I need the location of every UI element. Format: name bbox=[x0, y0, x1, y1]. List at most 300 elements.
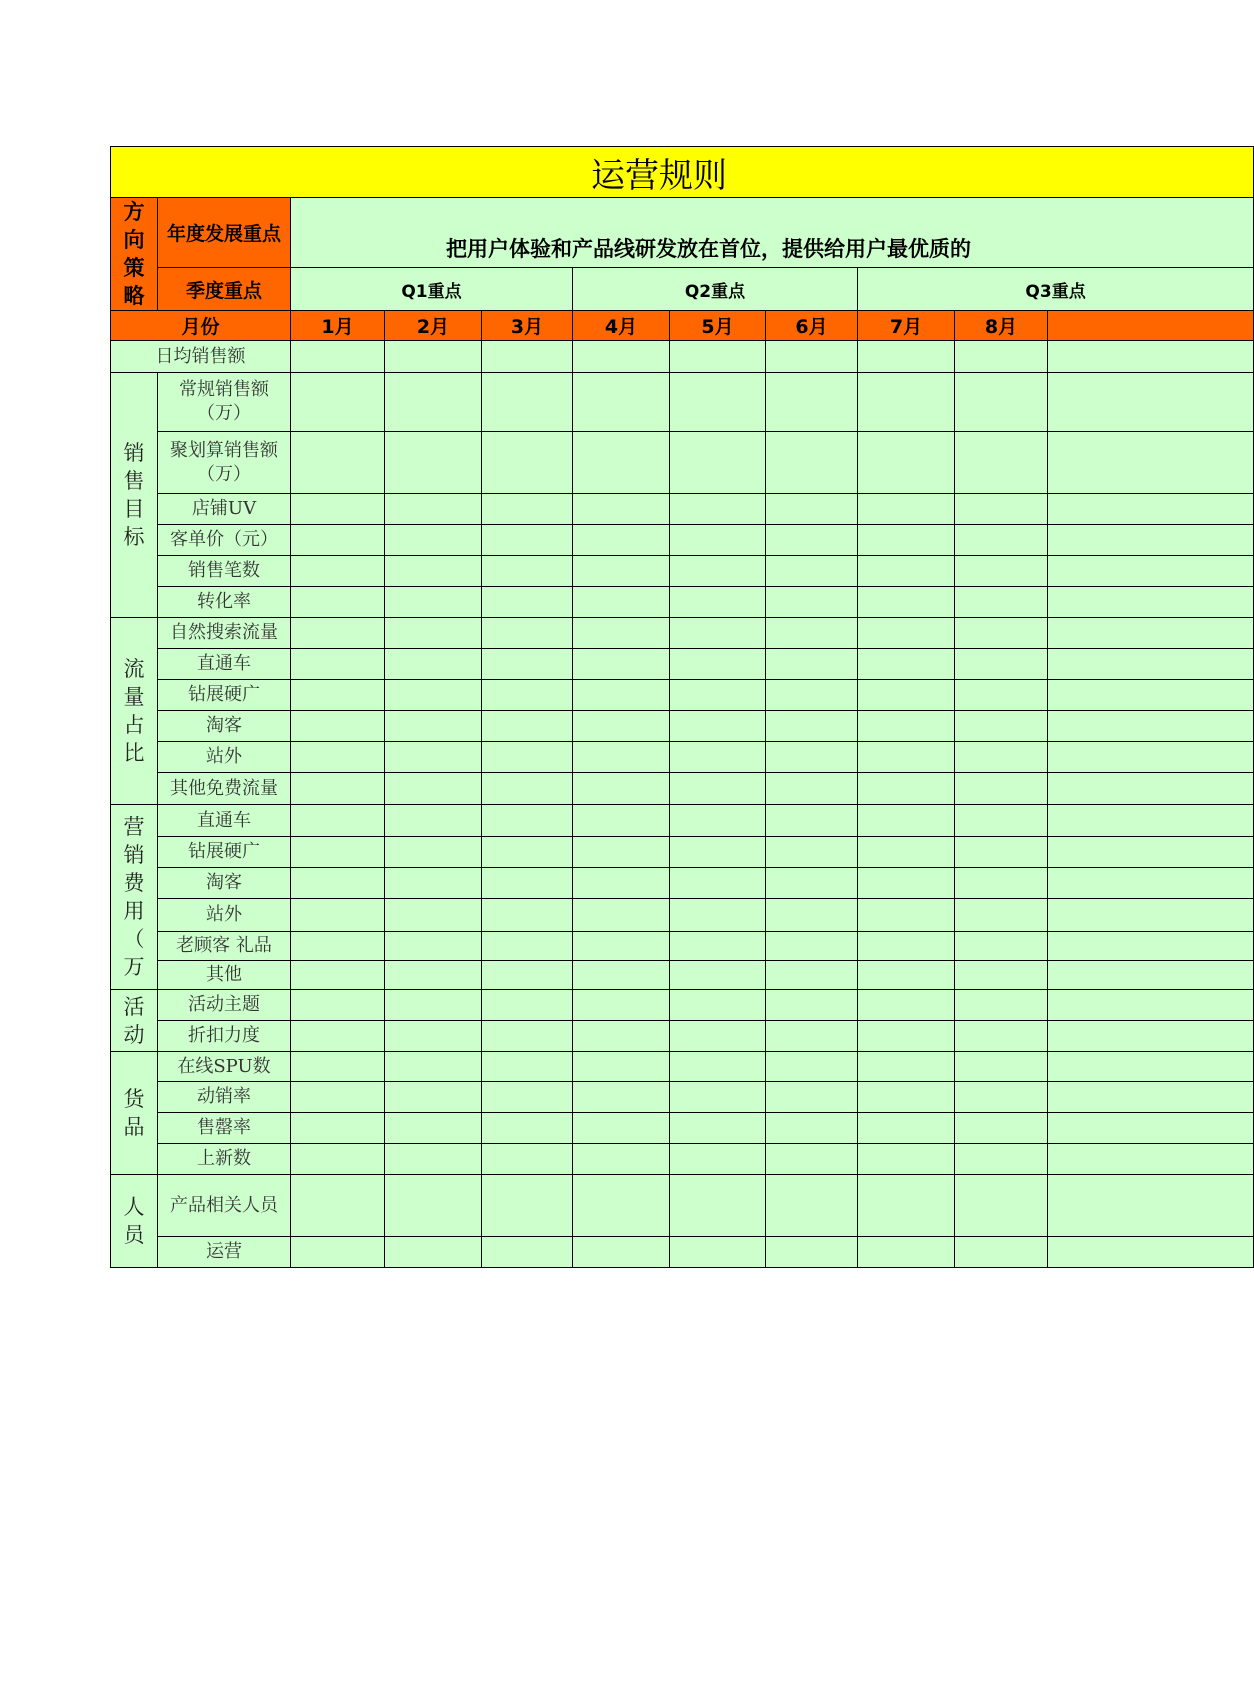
data-cell[interactable] bbox=[573, 649, 670, 680]
data-cell[interactable] bbox=[573, 805, 670, 837]
row-label[interactable]: 动销率 bbox=[158, 1082, 291, 1113]
strategy-group-label[interactable] bbox=[111, 198, 158, 311]
row-label[interactable]: 其他 bbox=[158, 961, 291, 990]
data-cell[interactable] bbox=[482, 868, 573, 899]
data-cell[interactable] bbox=[670, 742, 766, 773]
data-cell[interactable] bbox=[670, 432, 766, 494]
data-cell[interactable] bbox=[670, 1175, 766, 1237]
data-cell[interactable] bbox=[291, 525, 385, 556]
data-cell[interactable] bbox=[573, 711, 670, 742]
data-cell[interactable] bbox=[858, 1175, 955, 1237]
data-cell[interactable] bbox=[385, 373, 482, 432]
data-cell[interactable] bbox=[858, 494, 955, 525]
data-cell[interactable] bbox=[955, 587, 1048, 618]
data-cell[interactable] bbox=[573, 837, 670, 868]
row-label[interactable]: 站外 bbox=[158, 742, 291, 773]
data-cell[interactable] bbox=[482, 494, 573, 525]
data-cell[interactable] bbox=[1048, 1021, 1254, 1052]
data-cell[interactable] bbox=[858, 773, 955, 805]
row-label[interactable]: 淘客 bbox=[158, 868, 291, 899]
data-cell[interactable] bbox=[385, 432, 482, 494]
data-cell[interactable] bbox=[482, 432, 573, 494]
data-cell[interactable] bbox=[670, 341, 766, 373]
data-cell[interactable] bbox=[573, 932, 670, 961]
data-cell[interactable] bbox=[573, 373, 670, 432]
data-cell[interactable] bbox=[482, 899, 573, 932]
data-cell[interactable] bbox=[1048, 341, 1254, 373]
data-cell[interactable] bbox=[955, 805, 1048, 837]
table-row bbox=[111, 899, 1254, 932]
row-label[interactable]: 直通车 bbox=[158, 649, 291, 680]
data-cell[interactable] bbox=[482, 341, 573, 373]
data-cell[interactable] bbox=[291, 899, 385, 932]
data-cell[interactable] bbox=[291, 868, 385, 899]
row-label[interactable]: 上新数 bbox=[158, 1144, 291, 1175]
data-cell[interactable] bbox=[766, 618, 858, 649]
data-cell[interactable] bbox=[385, 556, 482, 587]
data-cell[interactable] bbox=[385, 649, 482, 680]
data-cell[interactable] bbox=[670, 868, 766, 899]
data-cell[interactable] bbox=[291, 1082, 385, 1113]
quarter-q3[interactable]: Q3重点 bbox=[858, 268, 1254, 311]
month-6[interactable]: 6月 bbox=[766, 311, 858, 341]
data-cell[interactable] bbox=[573, 432, 670, 494]
data-cell[interactable] bbox=[573, 494, 670, 525]
data-cell[interactable] bbox=[482, 990, 573, 1021]
data-cell[interactable] bbox=[766, 525, 858, 556]
data-cell[interactable] bbox=[385, 525, 482, 556]
month-8[interactable]: 8月 bbox=[955, 311, 1048, 341]
data-cell[interactable] bbox=[670, 373, 766, 432]
data-cell[interactable] bbox=[482, 961, 573, 990]
data-cell[interactable] bbox=[1048, 1144, 1254, 1175]
row-label[interactable]: 活动主题 bbox=[158, 990, 291, 1021]
row-label[interactable]: 转化率 bbox=[158, 587, 291, 618]
row-label[interactable]: 店铺UV bbox=[158, 494, 291, 525]
data-cell[interactable] bbox=[1048, 618, 1254, 649]
data-cell[interactable] bbox=[766, 990, 858, 1021]
data-cell[interactable] bbox=[955, 961, 1048, 990]
row-label[interactable]: 钻展硬广 bbox=[158, 837, 291, 868]
data-cell[interactable] bbox=[385, 837, 482, 868]
data-cell[interactable] bbox=[573, 1175, 670, 1237]
data-cell[interactable] bbox=[1048, 899, 1254, 932]
data-cell[interactable] bbox=[955, 711, 1048, 742]
data-cell[interactable] bbox=[482, 1052, 573, 1082]
data-cell[interactable] bbox=[573, 680, 670, 711]
data-cell[interactable] bbox=[482, 837, 573, 868]
row-label[interactable]: 直通车 bbox=[158, 805, 291, 837]
data-cell[interactable] bbox=[955, 649, 1048, 680]
data-cell[interactable] bbox=[482, 932, 573, 961]
table-row bbox=[111, 742, 1254, 773]
row-label[interactable]: 销售笔数 bbox=[158, 556, 291, 587]
data-cell[interactable] bbox=[482, 1237, 573, 1268]
data-cell[interactable] bbox=[766, 556, 858, 587]
data-cell[interactable] bbox=[385, 1144, 482, 1175]
data-cell[interactable] bbox=[955, 1144, 1048, 1175]
data-cell[interactable] bbox=[385, 587, 482, 618]
data-cell[interactable] bbox=[670, 556, 766, 587]
data-cell[interactable] bbox=[573, 1237, 670, 1268]
data-cell[interactable] bbox=[291, 773, 385, 805]
data-cell[interactable] bbox=[291, 494, 385, 525]
data-cell[interactable] bbox=[858, 742, 955, 773]
data-cell[interactable] bbox=[291, 1052, 385, 1082]
data-cell[interactable] bbox=[1048, 868, 1254, 899]
data-cell[interactable] bbox=[955, 341, 1048, 373]
row-label[interactable]: 客单价（元） bbox=[158, 525, 291, 556]
data-cell[interactable] bbox=[1048, 1082, 1254, 1113]
data-cell[interactable] bbox=[670, 494, 766, 525]
data-cell[interactable] bbox=[766, 1113, 858, 1144]
data-cell[interactable] bbox=[858, 680, 955, 711]
data-cell[interactable] bbox=[1048, 932, 1254, 961]
month-5[interactable]: 5月 bbox=[670, 311, 766, 341]
data-cell[interactable] bbox=[766, 711, 858, 742]
data-cell[interactable] bbox=[573, 990, 670, 1021]
data-cell[interactable] bbox=[1048, 837, 1254, 868]
data-cell[interactable] bbox=[1048, 1052, 1254, 1082]
data-cell[interactable] bbox=[573, 1082, 670, 1113]
data-cell[interactable] bbox=[858, 1113, 955, 1144]
quarter-q2[interactable]: Q2重点 bbox=[573, 268, 858, 311]
row-label[interactable]: 产品相关人员 bbox=[158, 1175, 291, 1237]
data-cell[interactable] bbox=[385, 711, 482, 742]
data-cell[interactable] bbox=[573, 868, 670, 899]
data-cell[interactable] bbox=[482, 805, 573, 837]
data-cell[interactable] bbox=[1048, 525, 1254, 556]
data-cell[interactable] bbox=[482, 525, 573, 556]
data-cell[interactable] bbox=[573, 1021, 670, 1052]
data-cell[interactable] bbox=[291, 805, 385, 837]
data-cell[interactable] bbox=[482, 680, 573, 711]
data-cell[interactable] bbox=[955, 742, 1048, 773]
data-cell[interactable] bbox=[385, 1237, 482, 1268]
table-row bbox=[111, 373, 1254, 432]
data-cell[interactable] bbox=[385, 341, 482, 373]
data-cell[interactable] bbox=[955, 990, 1048, 1021]
data-cell[interactable] bbox=[670, 1052, 766, 1082]
row-label[interactable]: 在线SPU数 bbox=[158, 1052, 291, 1082]
month-header[interactable]: 月份 bbox=[111, 311, 291, 341]
data-cell[interactable] bbox=[482, 373, 573, 432]
data-cell[interactable] bbox=[1048, 587, 1254, 618]
data-cell[interactable] bbox=[385, 899, 482, 932]
data-cell[interactable] bbox=[385, 773, 482, 805]
data-cell[interactable] bbox=[858, 432, 955, 494]
data-cell[interactable] bbox=[858, 1237, 955, 1268]
data-cell[interactable] bbox=[955, 773, 1048, 805]
data-cell[interactable] bbox=[858, 990, 955, 1021]
data-cell[interactable] bbox=[670, 711, 766, 742]
data-cell[interactable] bbox=[573, 742, 670, 773]
group-label-goods[interactable] bbox=[111, 1052, 158, 1175]
data-cell[interactable] bbox=[482, 773, 573, 805]
data-cell[interactable] bbox=[573, 961, 670, 990]
data-cell[interactable] bbox=[858, 932, 955, 961]
data-cell[interactable] bbox=[385, 868, 482, 899]
data-cell[interactable] bbox=[1048, 649, 1254, 680]
data-cell[interactable] bbox=[385, 680, 482, 711]
data-cell[interactable] bbox=[291, 1144, 385, 1175]
data-cell[interactable] bbox=[573, 587, 670, 618]
row-label[interactable] bbox=[158, 432, 291, 494]
data-cell[interactable] bbox=[1048, 494, 1254, 525]
data-cell[interactable] bbox=[858, 618, 955, 649]
data-cell[interactable] bbox=[291, 432, 385, 494]
data-cell[interactable] bbox=[766, 899, 858, 932]
data-cell[interactable] bbox=[482, 618, 573, 649]
data-cell[interactable] bbox=[482, 742, 573, 773]
row-label[interactable]: 运营 bbox=[158, 1237, 291, 1268]
data-cell[interactable] bbox=[482, 1175, 573, 1237]
data-cell[interactable] bbox=[482, 711, 573, 742]
data-cell[interactable] bbox=[955, 525, 1048, 556]
group-label-char: 员 bbox=[123, 1223, 145, 1247]
data-cell[interactable] bbox=[1048, 742, 1254, 773]
data-cell[interactable] bbox=[670, 773, 766, 805]
data-cell[interactable] bbox=[482, 1113, 573, 1144]
data-cell[interactable] bbox=[385, 990, 482, 1021]
data-cell[interactable] bbox=[291, 649, 385, 680]
data-cell[interactable] bbox=[385, 805, 482, 837]
data-cell[interactable] bbox=[291, 556, 385, 587]
data-cell[interactable] bbox=[766, 932, 858, 961]
data-cell[interactable] bbox=[766, 649, 858, 680]
quarter-focus-label[interactable]: 季度重点 bbox=[158, 268, 291, 311]
data-cell[interactable] bbox=[766, 341, 858, 373]
data-cell[interactable] bbox=[955, 1082, 1048, 1113]
data-cell[interactable] bbox=[291, 680, 385, 711]
data-cell[interactable] bbox=[385, 1052, 482, 1082]
data-cell[interactable] bbox=[1048, 1237, 1254, 1268]
data-cell[interactable] bbox=[1048, 556, 1254, 587]
data-cell[interactable] bbox=[670, 961, 766, 990]
daily-sales-label[interactable]: 日均销售额 bbox=[111, 341, 291, 373]
data-cell[interactable] bbox=[291, 341, 385, 373]
data-cell[interactable] bbox=[482, 649, 573, 680]
month-9[interactable] bbox=[1048, 311, 1254, 341]
data-cell[interactable] bbox=[573, 341, 670, 373]
month-4[interactable]: 4月 bbox=[573, 311, 670, 341]
data-cell[interactable] bbox=[385, 1113, 482, 1144]
data-cell[interactable] bbox=[766, 1237, 858, 1268]
row-label[interactable]: 淘客 bbox=[158, 711, 291, 742]
annual-focus-label[interactable]: 年度发展重点 bbox=[158, 198, 291, 268]
data-cell[interactable] bbox=[858, 805, 955, 837]
data-cell[interactable] bbox=[573, 618, 670, 649]
data-cell[interactable] bbox=[955, 373, 1048, 432]
data-cell[interactable] bbox=[766, 1021, 858, 1052]
data-cell[interactable] bbox=[670, 837, 766, 868]
data-cell[interactable] bbox=[1048, 805, 1254, 837]
row-label[interactable]: 折扣力度 bbox=[158, 1021, 291, 1052]
data-cell[interactable] bbox=[670, 1113, 766, 1144]
row-label[interactable]: 老顾客 礼品 bbox=[158, 932, 291, 961]
data-cell[interactable] bbox=[291, 618, 385, 649]
data-cell[interactable] bbox=[385, 742, 482, 773]
data-cell[interactable] bbox=[858, 711, 955, 742]
data-cell[interactable] bbox=[573, 556, 670, 587]
data-cell[interactable] bbox=[955, 556, 1048, 587]
group-label-activity[interactable] bbox=[111, 990, 158, 1052]
row-label[interactable]: 售罄率 bbox=[158, 1113, 291, 1144]
data-cell[interactable] bbox=[291, 837, 385, 868]
data-cell[interactable] bbox=[766, 494, 858, 525]
data-cell[interactable] bbox=[766, 961, 858, 990]
data-cell[interactable] bbox=[955, 1175, 1048, 1237]
data-cell[interactable] bbox=[766, 680, 858, 711]
data-cell[interactable] bbox=[670, 932, 766, 961]
data-cell[interactable] bbox=[858, 961, 955, 990]
data-cell[interactable] bbox=[670, 649, 766, 680]
data-cell[interactable] bbox=[858, 899, 955, 932]
row-label[interactable]: 其他免费流量 bbox=[158, 773, 291, 805]
data-cell[interactable] bbox=[858, 1021, 955, 1052]
data-cell[interactable] bbox=[858, 649, 955, 680]
data-cell[interactable] bbox=[385, 932, 482, 961]
data-cell[interactable] bbox=[766, 805, 858, 837]
data-cell[interactable] bbox=[670, 618, 766, 649]
data-cell[interactable] bbox=[1048, 990, 1254, 1021]
data-cell[interactable] bbox=[1048, 373, 1254, 432]
data-cell[interactable] bbox=[670, 1144, 766, 1175]
data-cell[interactable] bbox=[858, 373, 955, 432]
data-cell[interactable] bbox=[766, 773, 858, 805]
data-cell[interactable] bbox=[291, 1237, 385, 1268]
data-cell[interactable] bbox=[955, 494, 1048, 525]
data-cell[interactable] bbox=[670, 899, 766, 932]
data-cell[interactable] bbox=[482, 587, 573, 618]
data-cell[interactable] bbox=[385, 1021, 482, 1052]
data-cell[interactable] bbox=[670, 990, 766, 1021]
data-cell[interactable] bbox=[291, 1113, 385, 1144]
data-cell[interactable] bbox=[291, 961, 385, 990]
data-cell[interactable] bbox=[573, 899, 670, 932]
data-cell[interactable] bbox=[573, 525, 670, 556]
data-cell[interactable] bbox=[385, 494, 482, 525]
group-label-sales[interactable] bbox=[111, 373, 158, 618]
data-cell[interactable] bbox=[1048, 1113, 1254, 1144]
group-label-traffic[interactable] bbox=[111, 618, 158, 805]
data-cell[interactable] bbox=[291, 932, 385, 961]
data-cell[interactable] bbox=[858, 868, 955, 899]
data-cell[interactable] bbox=[766, 1052, 858, 1082]
data-cell[interactable] bbox=[766, 742, 858, 773]
data-cell[interactable] bbox=[766, 432, 858, 494]
data-cell[interactable] bbox=[858, 1052, 955, 1082]
data-cell[interactable] bbox=[766, 837, 858, 868]
data-cell[interactable] bbox=[385, 1082, 482, 1113]
data-cell[interactable] bbox=[291, 373, 385, 432]
row-label[interactable] bbox=[158, 373, 291, 432]
month-2[interactable]: 2月 bbox=[385, 311, 482, 341]
data-cell[interactable] bbox=[766, 373, 858, 432]
data-cell[interactable] bbox=[670, 1237, 766, 1268]
data-cell[interactable] bbox=[573, 773, 670, 805]
data-cell[interactable] bbox=[482, 556, 573, 587]
month-1[interactable]: 1月 bbox=[291, 311, 385, 341]
data-cell[interactable] bbox=[291, 742, 385, 773]
data-cell[interactable] bbox=[955, 432, 1048, 494]
data-cell[interactable] bbox=[291, 990, 385, 1021]
data-cell[interactable] bbox=[858, 556, 955, 587]
data-cell[interactable] bbox=[766, 868, 858, 899]
month-7[interactable]: 7月 bbox=[858, 311, 955, 341]
row-label[interactable]: 自然搜索流量 bbox=[158, 618, 291, 649]
data-cell[interactable] bbox=[670, 805, 766, 837]
data-cell[interactable] bbox=[573, 1052, 670, 1082]
data-cell[interactable] bbox=[1048, 680, 1254, 711]
data-cell[interactable] bbox=[766, 1144, 858, 1175]
data-cell[interactable] bbox=[955, 1237, 1048, 1268]
data-cell[interactable] bbox=[385, 618, 482, 649]
data-cell[interactable] bbox=[291, 1175, 385, 1237]
data-cell[interactable] bbox=[955, 1052, 1048, 1082]
data-cell[interactable] bbox=[955, 1113, 1048, 1144]
data-cell[interactable] bbox=[291, 587, 385, 618]
data-cell[interactable] bbox=[955, 932, 1048, 961]
data-cell[interactable] bbox=[858, 587, 955, 618]
data-cell[interactable] bbox=[482, 1021, 573, 1052]
quarter-q1[interactable]: Q1重点 bbox=[291, 268, 573, 311]
group-label-marketing[interactable] bbox=[111, 805, 158, 990]
data-cell[interactable] bbox=[291, 711, 385, 742]
row-label[interactable]: 钻展硬广 bbox=[158, 680, 291, 711]
data-cell[interactable] bbox=[573, 1113, 670, 1144]
data-cell[interactable] bbox=[955, 1021, 1048, 1052]
row-label[interactable]: 站外 bbox=[158, 899, 291, 932]
data-cell[interactable] bbox=[955, 680, 1048, 711]
data-cell[interactable] bbox=[482, 1082, 573, 1113]
data-cell[interactable] bbox=[1048, 773, 1254, 805]
sheet-title[interactable]: 运营规则 bbox=[111, 147, 1254, 198]
group-label-staff[interactable] bbox=[111, 1175, 158, 1268]
data-cell[interactable] bbox=[955, 868, 1048, 899]
data-cell[interactable] bbox=[858, 837, 955, 868]
data-cell[interactable] bbox=[1048, 711, 1254, 742]
data-cell[interactable] bbox=[670, 525, 766, 556]
month-3[interactable]: 3月 bbox=[482, 311, 573, 341]
data-cell[interactable] bbox=[670, 1082, 766, 1113]
data-cell[interactable] bbox=[385, 1175, 482, 1237]
data-cell[interactable] bbox=[955, 837, 1048, 868]
data-cell[interactable] bbox=[858, 1082, 955, 1113]
data-cell[interactable] bbox=[291, 1021, 385, 1052]
data-cell[interactable] bbox=[670, 1021, 766, 1052]
table-row bbox=[111, 711, 1254, 742]
data-cell[interactable] bbox=[858, 341, 955, 373]
group-label-char: 比 bbox=[123, 741, 145, 765]
data-cell[interactable] bbox=[858, 525, 955, 556]
data-cell[interactable] bbox=[385, 961, 482, 990]
data-cell[interactable] bbox=[766, 1175, 858, 1237]
data-cell[interactable] bbox=[573, 1144, 670, 1175]
data-cell[interactable] bbox=[766, 587, 858, 618]
data-cell[interactable] bbox=[482, 1144, 573, 1175]
data-cell[interactable] bbox=[766, 1082, 858, 1113]
data-cell[interactable] bbox=[1048, 961, 1254, 990]
annual-focus-text[interactable]: 把用户体验和产品线研发放在首位，提供给用户最优质的 bbox=[291, 198, 1254, 268]
data-cell[interactable] bbox=[1048, 432, 1254, 494]
data-cell[interactable] bbox=[670, 680, 766, 711]
data-cell[interactable] bbox=[955, 899, 1048, 932]
data-cell[interactable] bbox=[1048, 1175, 1254, 1237]
data-cell[interactable] bbox=[955, 618, 1048, 649]
data-cell[interactable] bbox=[858, 1144, 955, 1175]
data-cell[interactable] bbox=[670, 587, 766, 618]
